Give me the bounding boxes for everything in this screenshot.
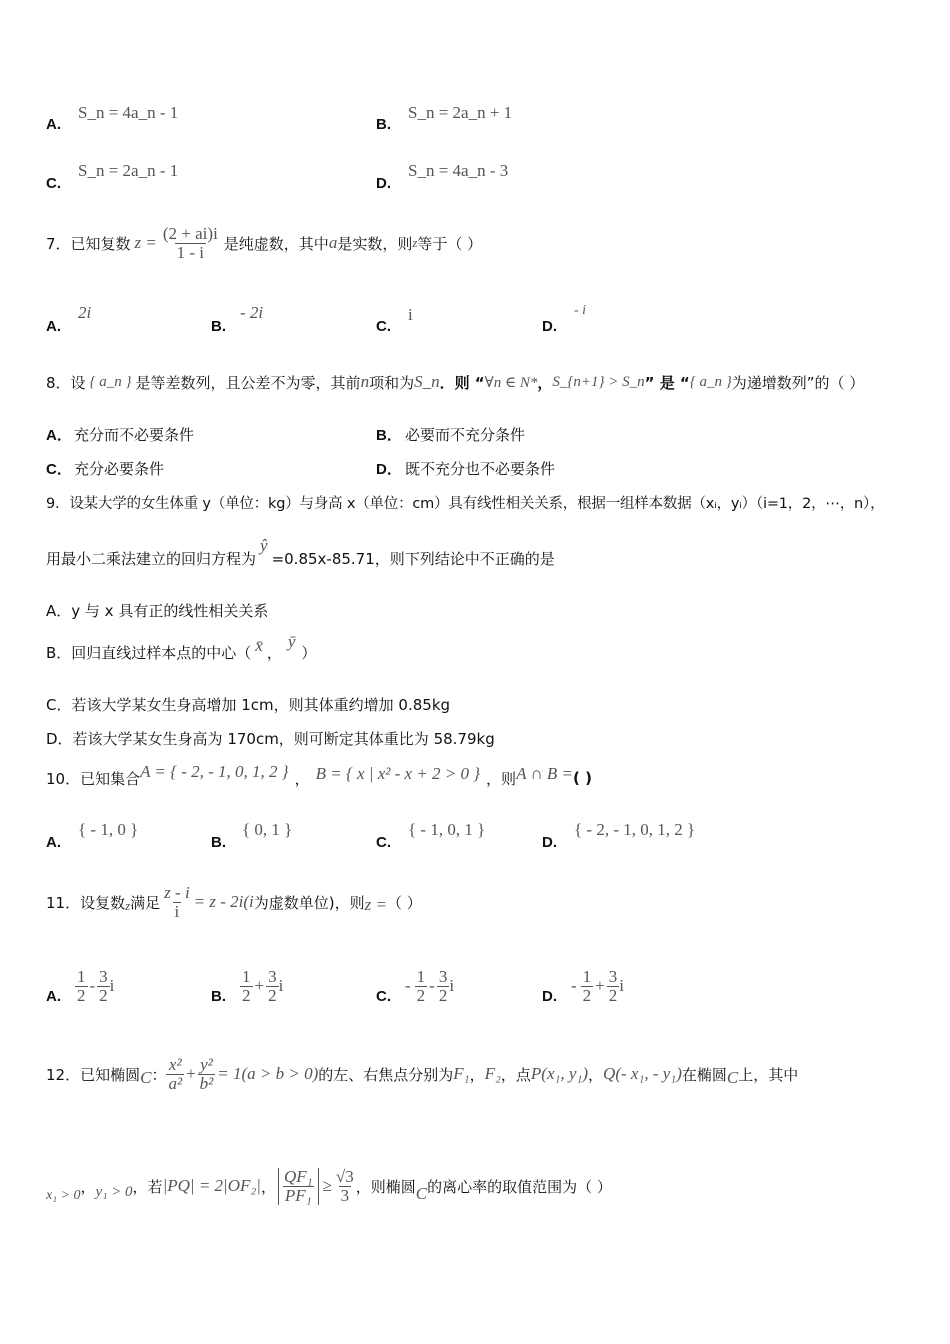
q6-option-a-label[interactable]: A. xyxy=(46,116,61,133)
q11-rhs: = z - 2i(i xyxy=(193,892,254,911)
q12-sqrt-frac xyxy=(334,1168,356,1205)
q8-forall: ∀n ∈ N* xyxy=(484,374,538,391)
q11-option-c[interactable] xyxy=(376,962,454,1010)
q11-option-c-frac1 xyxy=(415,968,428,1005)
q12-sep4: ， xyxy=(260,1177,276,1196)
q7-frac-num: (2 + ai)i xyxy=(162,223,218,243)
q8-p5: ， xyxy=(537,373,553,392)
q11-option-b[interactable] xyxy=(211,962,283,1010)
q11-option-d-label: D. xyxy=(542,987,557,1005)
q12-sep2: ， xyxy=(588,1065,604,1084)
q7-option-b-value: - 2i xyxy=(240,303,264,322)
q11-option-a[interactable] xyxy=(46,962,114,1010)
q12-ellipse-rhs: = 1(a > b > 0) xyxy=(217,1064,319,1083)
q11-d-n1: 1 xyxy=(582,966,592,986)
q9-ybar: ȳ xyxy=(287,632,296,651)
q11-mid: 满足 xyxy=(130,893,161,912)
q11-option-b-frac2 xyxy=(266,968,279,1005)
q8-p4: ．则 “ xyxy=(439,373,485,392)
q12-c3: C xyxy=(415,1184,428,1203)
q12-p3: 在椭圆 xyxy=(681,1065,727,1084)
q11-d-d1: 2 xyxy=(582,985,592,1005)
q7-prefix: 7．已知复数 xyxy=(46,234,131,253)
q11-fraction xyxy=(162,884,192,921)
q7-option-b-label[interactable]: B. xyxy=(211,318,226,335)
q12-f2: F₂ xyxy=(484,1064,501,1083)
q6-option-d-label[interactable]: D. xyxy=(376,175,391,192)
q10-option-a-label[interactable]: A. xyxy=(46,834,61,851)
q12-p4: 上，其中 xyxy=(738,1065,799,1084)
q10-b-set: B = { x | x² - x + 2 > 0 } xyxy=(315,764,481,783)
q11-option-d-frac1 xyxy=(581,968,594,1005)
q8-option-c-text: 充分必要条件 xyxy=(74,460,165,478)
q7-option-d-label[interactable]: D. xyxy=(542,318,557,335)
q10-option-c-value: { - 1, 0, 1 } xyxy=(408,820,486,839)
q6-option-a-formula: S_n = 4a_n - 1 xyxy=(78,103,179,122)
q12-y1pos: y₁ > 0 xyxy=(95,1183,133,1200)
q10-prefix: 10．已知集合 xyxy=(46,769,141,788)
q8-option-c-label[interactable]: C． xyxy=(46,461,72,478)
q10-sep: ， xyxy=(294,769,310,788)
q6-option-c-formula: S_n = 2a_n - 1 xyxy=(78,161,179,180)
q10-option-d-value: { - 2, - 1, 0, 1, 2 } xyxy=(574,820,696,839)
q7-frac-den: 1 - i xyxy=(176,242,205,262)
q11-a-d2: 2 xyxy=(99,985,108,1005)
q11-option-d[interactable] xyxy=(542,962,624,1010)
q11-d-n2: 3 xyxy=(608,966,618,986)
q8-p2: 是等差数列，且公差不为零，其前 xyxy=(135,373,361,392)
q8-an: { a_n } xyxy=(89,373,132,390)
q11-option-c-i: i xyxy=(449,976,455,995)
q11-option-a-op: - xyxy=(89,976,96,995)
q8-option-d-label[interactable]: D． xyxy=(376,461,402,478)
q8-p3: 项和为 xyxy=(369,373,415,392)
q11-stem xyxy=(46,878,422,926)
q10-a-set: A = { - 2, - 1, 0, 1, 2 } xyxy=(140,762,289,781)
q8-option-d-text: 既不充分也不必要条件 xyxy=(405,460,556,478)
q12-q-point: Q(- x₁, - y₁) xyxy=(603,1064,682,1083)
q12-sep3: ， xyxy=(80,1177,96,1196)
q11-option-d-frac2 xyxy=(607,968,620,1005)
q7-stem xyxy=(46,218,482,268)
q11-b-n2: 3 xyxy=(268,966,277,986)
q12-line2 xyxy=(46,1156,612,1216)
q7-mid2: 是实数，则 xyxy=(337,234,413,253)
q9-line1: 9．设某大学的女生体重 y（单位：kg）与身高 x（单位：cm）具有线性相关关系，根据一组样本数据（xᵢ，yᵢ）（i=1，2，⋯，n）， xyxy=(46,496,885,512)
q12-c2: C xyxy=(726,1068,739,1087)
q11-option-b-label: B. xyxy=(211,987,226,1005)
q12-ratio-frac xyxy=(282,1168,315,1205)
q9-option-b[interactable] xyxy=(46,632,316,672)
q10-mid: ，则 xyxy=(486,769,517,788)
q7-option-a-value: 2i xyxy=(78,303,92,322)
q9-line2-post: =0.85x-85.71，则下列结论中不正确的是 xyxy=(271,549,555,568)
q11-option-b-i: i xyxy=(278,976,284,995)
q7-option-a-label[interactable]: A. xyxy=(46,318,61,335)
q11-c-n2: 3 xyxy=(438,966,448,986)
q11-c-n1: 1 xyxy=(416,966,426,986)
q6-option-c-label[interactable]: C. xyxy=(46,175,61,192)
q11-suffix: （ ） xyxy=(386,893,422,912)
q9-b-pre: B．回归直线过样本点的中心（ xyxy=(46,643,252,662)
q11-option-d-i: i xyxy=(619,976,624,995)
q10-option-b-value: { 0, 1 } xyxy=(242,820,293,839)
q7-z: z xyxy=(412,235,418,250)
q11-option-c-frac2 xyxy=(437,968,450,1005)
q12-ey-num: y² xyxy=(200,1054,213,1074)
q12-sep1: ， xyxy=(469,1065,485,1084)
q7-option-c-label[interactable]: C. xyxy=(376,318,391,335)
q11-option-b-frac1 xyxy=(240,968,253,1005)
q6-option-b-label[interactable]: B. xyxy=(376,116,391,133)
q12-ex-den: a² xyxy=(168,1073,183,1093)
q9-line2-pre: 用最小二乘法建立的回归方程为 xyxy=(46,549,257,568)
q10-suffix: ( ) xyxy=(573,769,592,787)
q11-option-c-op: - xyxy=(429,976,435,995)
q11-c-d2: 2 xyxy=(438,985,448,1005)
q8-option-b-text: 必要而不充分条件 xyxy=(405,426,526,444)
q8-p1: 8．设 xyxy=(46,373,86,392)
q12-pq-eq: |PQ| = 2|OF₂| xyxy=(162,1176,261,1195)
q12-p-point: P(x₁, y₁) xyxy=(530,1064,589,1083)
q7-suffix: 等于（ ） xyxy=(417,234,483,253)
q12-plus: + xyxy=(186,1064,196,1083)
q7-option-d-value: - i xyxy=(574,303,587,318)
q8-option-a-text: 充分而不必要条件 xyxy=(74,426,195,444)
q11-mid2: 为虚数单位)，则 xyxy=(253,893,365,912)
q12-line1 xyxy=(46,1046,798,1102)
q7-z-eq: z = xyxy=(134,233,157,252)
q6-option-d-formula: S_n = 4a_n - 3 xyxy=(408,161,509,180)
q8-p6: ” 是 “ xyxy=(644,373,690,392)
q12-ratio-num: QF₁ xyxy=(283,1166,313,1186)
q12-ellipse-y-frac xyxy=(198,1056,216,1093)
q11-option-a-frac1 xyxy=(75,968,88,1005)
q11-frac-den: i xyxy=(174,901,180,921)
q12-ge: ≥ xyxy=(322,1176,332,1195)
q11-option-c-label: C. xyxy=(376,987,391,1005)
q8-p7: 为递增数列”的（ ） xyxy=(731,373,865,392)
q12-c: C xyxy=(140,1068,152,1087)
q12-ey-den: b² xyxy=(199,1073,214,1093)
q11-option-d-op: + xyxy=(595,976,605,995)
q9-option-c[interactable]: C．若该大学某女生身高增加 1cm，则其体重约增加 0.85kg xyxy=(46,696,451,714)
q12-abs-ratio xyxy=(278,1168,319,1205)
q7-a: a xyxy=(328,233,338,252)
q10-acapb: A ∩ B = xyxy=(516,764,574,783)
q8-option-b-label[interactable]: B． xyxy=(376,427,402,444)
q11-z: z xyxy=(125,898,131,913)
q11-b-d2: 2 xyxy=(268,985,277,1005)
q9-option-a[interactable]: A．y 与 x 具有正的线性相关关系 xyxy=(46,602,269,620)
q11-a-n2: 3 xyxy=(99,966,108,986)
q11-option-d-sign: - xyxy=(571,976,577,995)
q7-mid: 是纯虚数，其中 xyxy=(223,234,329,253)
q12-p6: ，则椭圆 xyxy=(355,1177,416,1196)
q11-c-d1: 2 xyxy=(416,985,426,1005)
q12-ratio-den: PF₁ xyxy=(284,1185,312,1205)
q11-b-d1: 2 xyxy=(242,985,251,1005)
q11-option-c-sign: - xyxy=(405,976,411,995)
q12-x1pos: x₁ > 0 xyxy=(46,1188,81,1203)
q11-b-n1: 1 xyxy=(242,966,251,986)
q10-option-a-value: { - 1, 0 } xyxy=(78,820,139,839)
q10-option-d-label[interactable]: D. xyxy=(542,834,557,851)
q12-sqrt-num: √3 xyxy=(335,1166,354,1186)
q12-ex-num: x² xyxy=(168,1054,182,1074)
q11-option-a-frac2 xyxy=(97,968,110,1005)
q12-f1: F₁ xyxy=(453,1064,470,1083)
q11-a-d1: 2 xyxy=(77,985,86,1005)
q9-b-post: ） xyxy=(301,643,317,662)
q7-option-c-value: i xyxy=(408,305,413,324)
q8-ineq: S_{n+1} > S_n xyxy=(552,373,645,390)
q11-d-d2: 2 xyxy=(608,985,618,1005)
q11-prefix: 11．设复数 xyxy=(46,893,126,912)
q8-sn: S_n xyxy=(414,372,440,391)
q12-p2: ，点 xyxy=(500,1065,531,1084)
q10-stem xyxy=(46,758,592,798)
q12-p5: ，若 xyxy=(132,1177,163,1196)
q8-stem xyxy=(46,362,864,402)
q9-option-d[interactable]: D．若该大学某女生身高为 170cm，则可断定其体重比为 58.79kg xyxy=(46,730,495,748)
q7-fraction xyxy=(161,225,220,262)
q9-yhat: ŷ xyxy=(260,536,268,555)
q12-ellipse-x-frac xyxy=(166,1056,184,1093)
q9-line2 xyxy=(46,538,555,578)
q10-option-c-label[interactable]: C. xyxy=(376,834,391,851)
q11-option-a-label: A. xyxy=(46,987,61,1005)
q11-a-n1: 1 xyxy=(77,966,86,986)
q12-colon: ： xyxy=(151,1065,167,1084)
q10-option-b-label[interactable]: B. xyxy=(211,834,226,851)
q12-sqrt-den: 3 xyxy=(340,1185,350,1205)
q9-comma: ， xyxy=(266,643,282,662)
q9-xbar: x̄ xyxy=(255,636,263,655)
q8-n: n xyxy=(360,372,370,391)
q11-zeq: z = xyxy=(364,895,387,914)
q8-an2: { a_n } xyxy=(689,373,732,390)
q12-p1: 的左、右焦点分别为 xyxy=(318,1065,454,1084)
q11-option-b-op: + xyxy=(254,976,265,995)
q6-option-b-formula: S_n = 2a_n + 1 xyxy=(408,103,513,122)
q12-p7: 的离心率的取值范围为（ ） xyxy=(427,1177,612,1196)
q11-frac-num: z - i xyxy=(164,882,190,902)
q8-option-a-label[interactable]: A． xyxy=(46,427,72,444)
q11-option-a-i: i xyxy=(109,976,115,995)
q12-prefix: 12．已知椭圆 xyxy=(46,1065,141,1084)
